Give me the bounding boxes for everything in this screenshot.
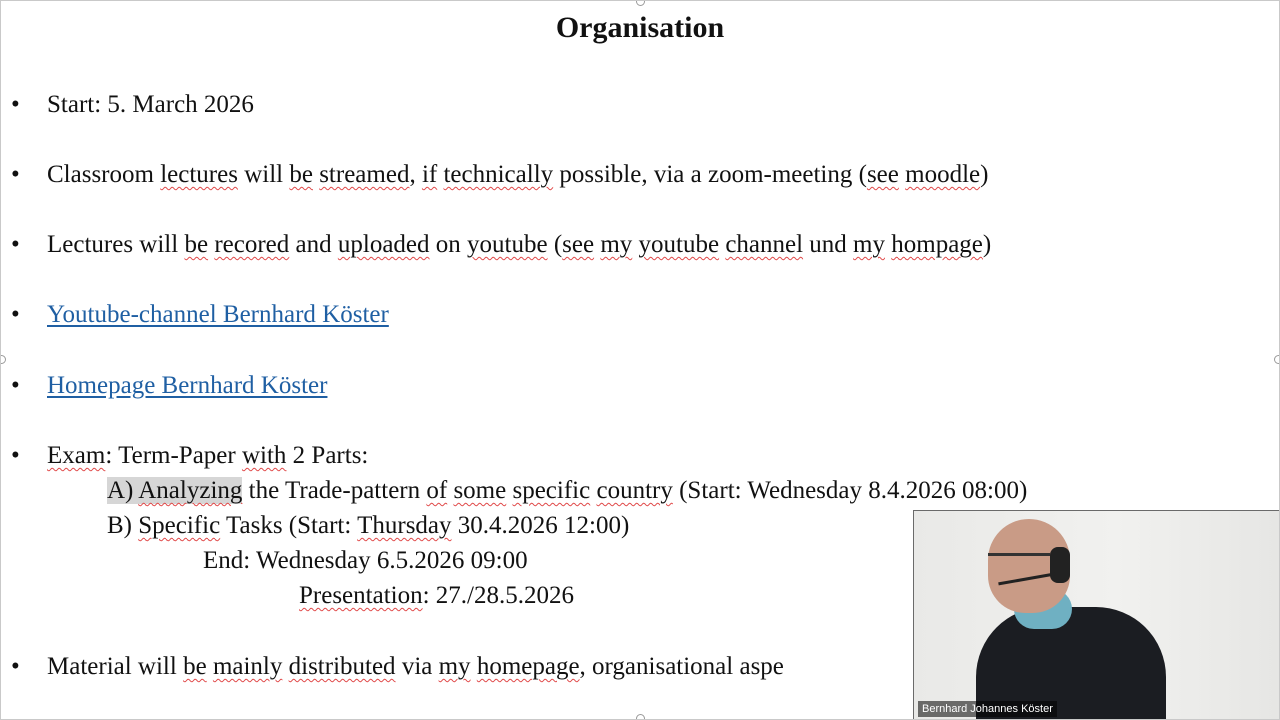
exam-part-b: B) Specific Tasks (Start: Thursday 30.4.2026 12:00) xyxy=(107,512,630,539)
slide-title: Organisation xyxy=(555,11,725,44)
bullet-marker: • xyxy=(11,161,20,188)
bullet-marker: • xyxy=(11,653,20,680)
lectures-recorded-text: Lectures will be recored and uploaded on youtube (see my youtube channel und my hompage) xyxy=(47,231,992,258)
participant-glasses xyxy=(988,553,1050,562)
bullet-marker: • xyxy=(11,91,20,118)
material-text: Material will be mainly distributed via my homepage, organisational aspe xyxy=(47,653,784,680)
exam-presentation-date: Presentation: 27./28.5.2026 xyxy=(299,582,574,609)
start-date-text: Start: 5. March 2026 xyxy=(47,91,254,118)
bullet-marker: • xyxy=(11,372,20,399)
bullet-marker: • xyxy=(11,442,20,469)
slide-top-handle[interactable] xyxy=(636,0,645,6)
homepage-link[interactable]: Homepage Bernhard Köster xyxy=(47,372,328,399)
slide-right-handle[interactable] xyxy=(1274,355,1280,364)
exam-text: Exam: Term-Paper with 2 Parts: xyxy=(47,442,369,469)
participant-name-label: Bernhard Johannes Köster xyxy=(918,701,1057,717)
bullet-marker: • xyxy=(11,301,20,328)
slide-left-handle[interactable] xyxy=(0,355,6,364)
exam-part-a: A) Analyzing the Trade-pattern of some specific country (Start: Wednesday 8.4.2026 08:00) xyxy=(107,477,1028,504)
homepage-link-row xyxy=(47,369,327,403)
bullet-marker: • xyxy=(11,231,20,258)
youtube-link-row xyxy=(47,298,389,332)
exam-end-date: End: Wednesday 6.5.2026 09:00 xyxy=(203,547,528,574)
youtube-channel-link[interactable]: Youtube-channel Bernhard Köster xyxy=(47,301,389,328)
slide-bottom-handle[interactable] xyxy=(636,714,645,720)
headset-icon xyxy=(1050,547,1070,583)
participant-video-tile[interactable] xyxy=(913,510,1280,720)
classroom-lectures-text: Classroom lectures will be streamed, if technically possible, via a zoom-meeting (see moodle) xyxy=(47,161,989,188)
